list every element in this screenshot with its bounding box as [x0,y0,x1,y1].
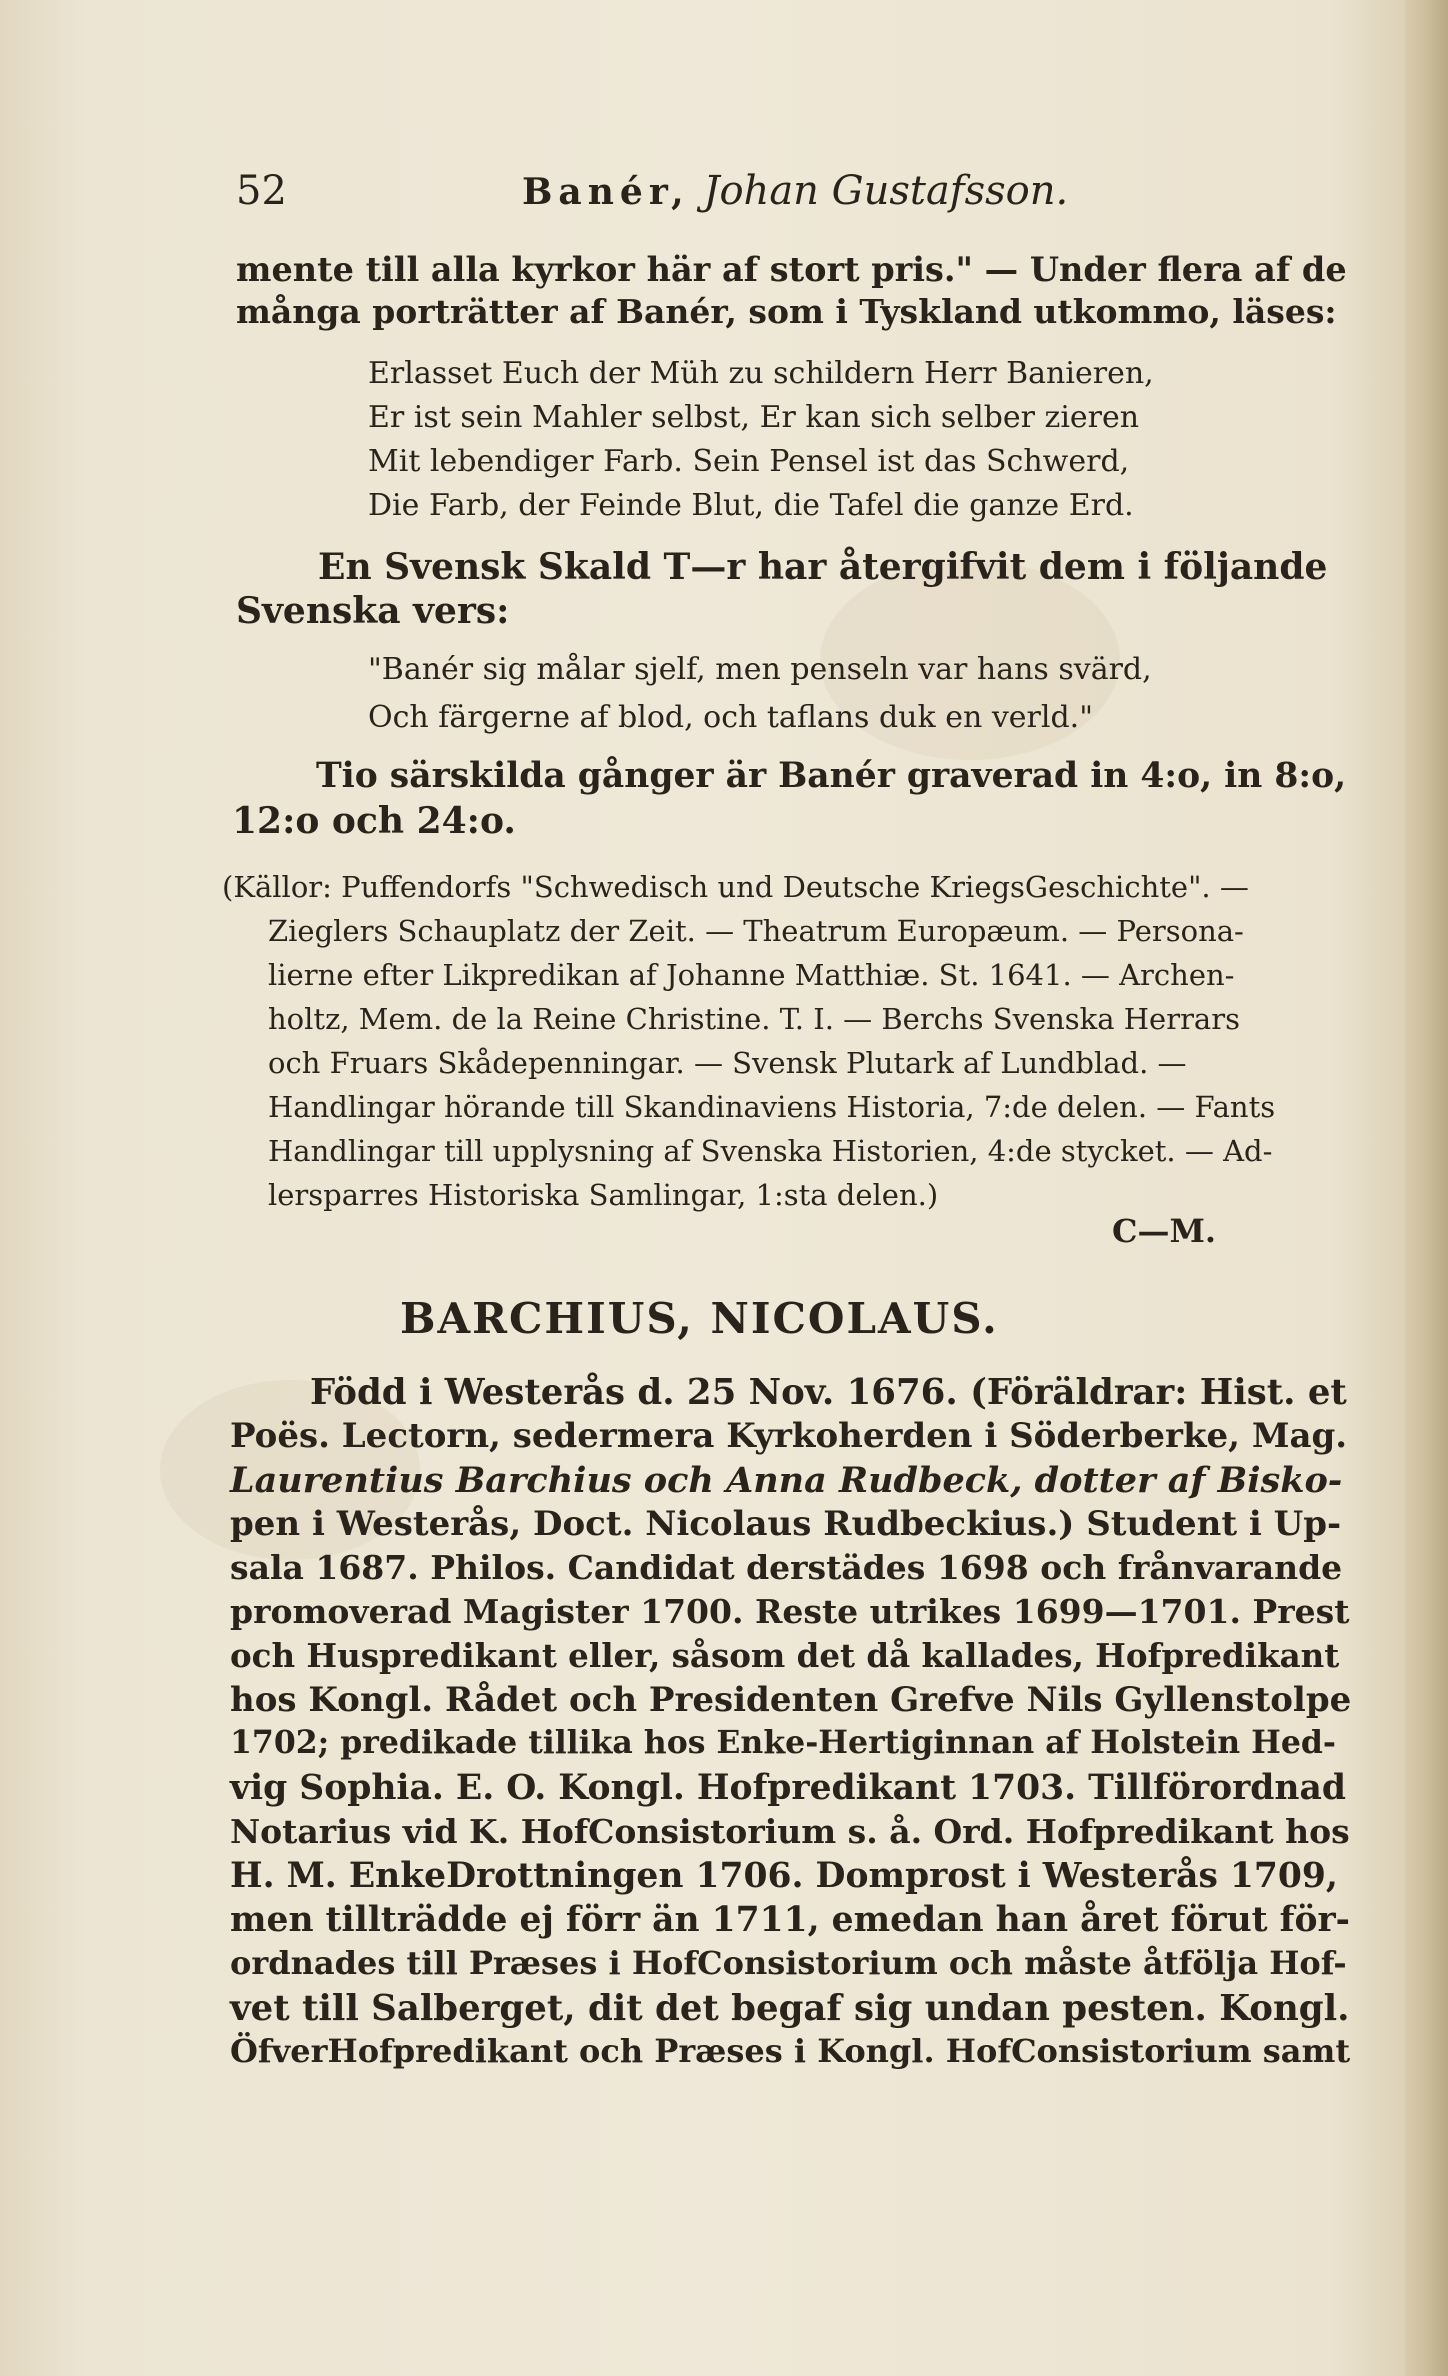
sources-line: Handlingar till upplysning af Svenska Historien, 4:de stycket. — Ad- [268,1134,1273,1168]
page-number: 52 [236,168,287,214]
intro-line: mente till alla kyrkor här af stort pris." — Under flera af de [236,250,1347,289]
entry-title: BARCHIUS, NICOLAUS. [400,1294,999,1343]
bio-line: sala 1687. Philos. Candidat derstädes 1698 och frånvarande [230,1548,1343,1587]
bio-line: 1702; predikade tillika hos Enke-Hertiginnan af Holstein Hed- [230,1724,1336,1761]
sources-line: och Fruars Skådepenningar. — Svensk Plutark af Lundblad. — [268,1046,1187,1080]
bio-line: vet till Salberget, dit det begaf sig undan pesten. Kongl. [230,1988,1350,2029]
verse-line: "Banér sig målar sjelf, men penseln var hans svärd, [368,652,1152,687]
engraved-line: 12:o och 24:o. [232,800,516,842]
verse-line: Erlasset Euch der Müh zu schildern Herr Banieren, [368,356,1154,391]
skald-line: En Svensk Skald T—r har återgifvit dem i följande [318,546,1328,588]
sources-line: lersparres Historiska Samlingar, 1:sta delen.) [268,1178,939,1212]
engraved-line: Tio särskilda gånger är Banér graverad in 4:o, in 8:o, [316,756,1347,796]
verse-line: Mit lebendiger Farb. Sein Pensel ist das Schwerd, [368,444,1130,479]
bio-line: H. M. EnkeDrottningen 1706. Domprost i Westerås 1709, [230,1856,1338,1896]
bio-line: Född i Westerås d. 25 Nov. 1676. (Föräldrar: Hist. et [310,1372,1347,1413]
bio-line: vig Sophia. E. O. Kongl. Hofpredikant 1703. Tillförordnad [230,1768,1346,1808]
running-head [522,168,1068,214]
bio-line: och Huspredikant eller, såsom det då kallades, Hofpredikant [230,1636,1340,1675]
verse-line: Die Farb, der Feinde Blut, die Tafel die ganze Erd. [368,488,1134,523]
bio-line: men tillträdde ej förr än 1711, emedan han året förut för- [230,1900,1350,1940]
verse-line: Er ist sein Mahler selbst, Er kan sich selber zieren [368,400,1140,435]
author-signature: C—M. [1112,1212,1217,1250]
bio-line: Notarius vid K. HofConsistorium s. å. Ord. Hofpredikant hos [230,1812,1350,1851]
bio-line: pen i Westerås, Doct. Nicolaus Rudbeckius.) Student i Up- [230,1504,1342,1544]
sources-line: lierne efter Likpredikan af Johanne Matthiæ. St. 1641. — Archen- [268,958,1235,992]
bio-line: ordnades till Præses i HofConsistorium och måste åtfölja Hof- [230,1944,1347,1982]
bio-line: ÖfverHofpredikant och Præses i Kongl. HofConsistorium samt [230,2032,1351,2070]
running-head-surname: Banér, [522,171,690,213]
sources-line: (Källor: Puffendorfs "Schwedisch und Deutsche KriegsGeschichte". — [222,870,1249,904]
skald-line: Svenska vers: [236,590,510,632]
bio-line: Laurentius Barchius och Anna Rudbeck, dotter af Bisko- [230,1460,1343,1501]
sources-line: holtz, Mem. de la Reine Christine. T. I. — Berchs Svenska Herrars [268,1002,1240,1036]
bio-line: promoverad Magister 1700. Reste utrikes 1699—1701. Prest [230,1592,1350,1631]
verse-line: Och färgerne af blod, och taflans duk en verld." [368,700,1093,735]
sources-line: Zieglers Schauplatz der Zeit. — Theatrum Europæum. — Persona- [268,914,1244,948]
adjacent-page-edge [1405,0,1448,2376]
bio-line: hos Kongl. Rådet och Presidenten Grefve Nils Gyllenstolpe [230,1680,1352,1720]
bio-line: Poës. Lectorn, sedermera Kyrkoherden i Söderberke, Mag. [230,1416,1348,1456]
intro-line: många porträtter af Banér, som i Tyskland utkommo, läses: [236,292,1337,331]
sources-line: Handlingar hörande till Skandinaviens Historia, 7:de delen. — Fants [268,1090,1276,1124]
running-head-given-names: Johan Gustafsson. [703,168,1069,214]
